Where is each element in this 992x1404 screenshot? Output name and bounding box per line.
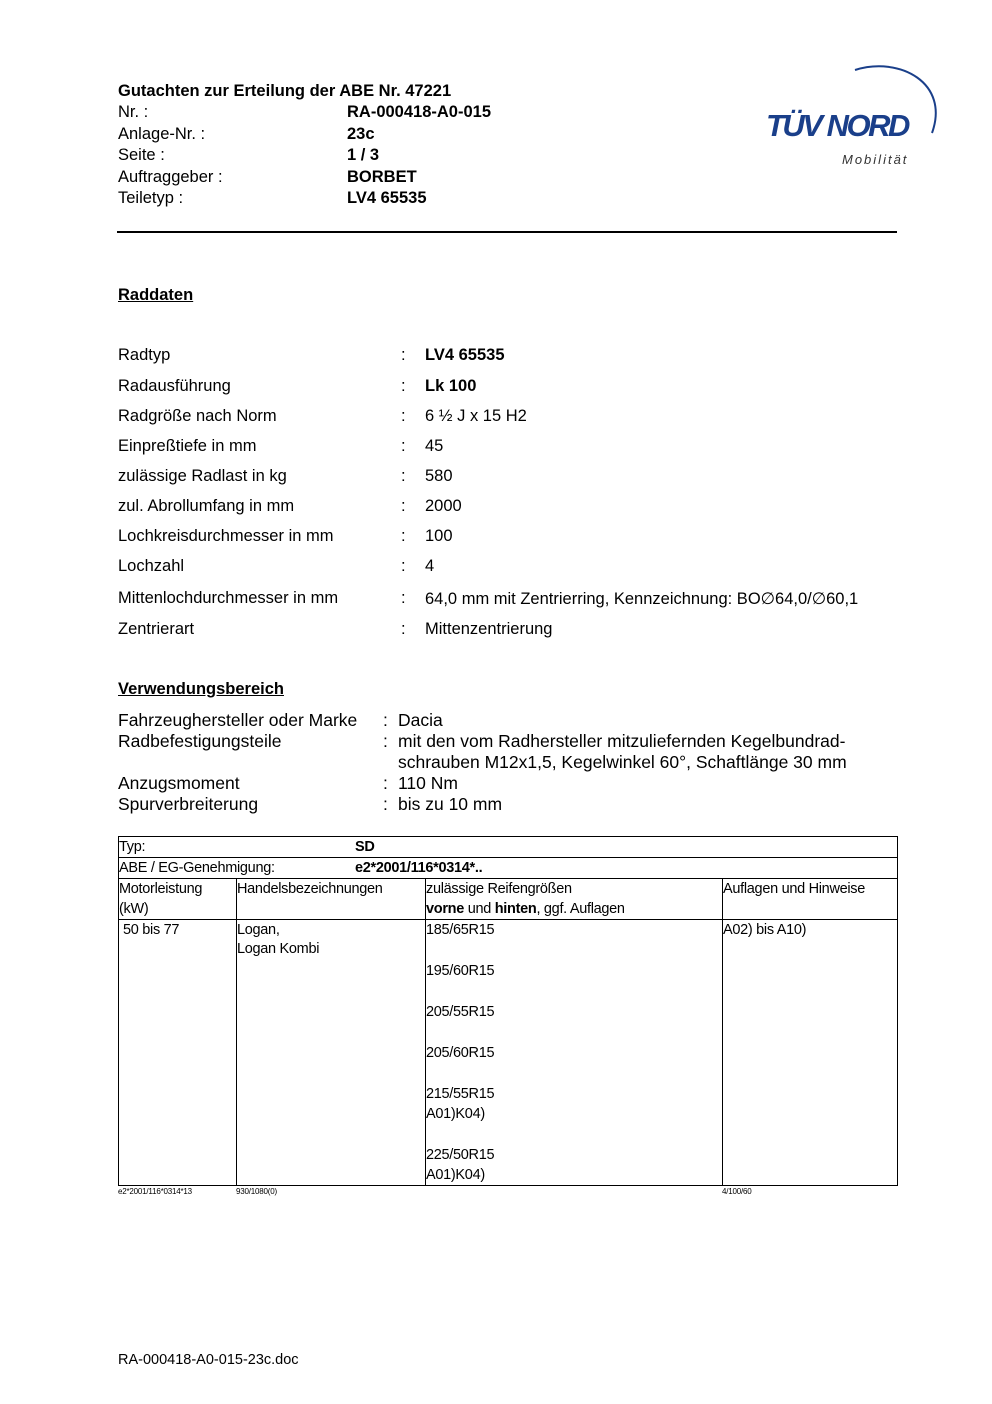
abe-value: e2*2001/116*0314*..: [355, 860, 483, 876]
col-header-vorne: vorne: [426, 901, 464, 917]
raddaten-value: 100: [425, 527, 453, 545]
colon: :: [401, 346, 406, 364]
raddaten-label: Mittenlochdurchmesser in mm: [118, 589, 339, 607]
colon: :: [401, 437, 406, 455]
typ-label: Typ:: [119, 839, 146, 855]
col-header-auflagen: , ggf. Auflagen: [536, 901, 625, 917]
tyre-auflage: A01)K04): [426, 1106, 485, 1122]
tyre-size: 185/65R15: [426, 922, 495, 938]
raddaten-value: Mittenzentrierung: [425, 620, 553, 638]
header-label-auftraggeber: Auftraggeber :: [118, 168, 223, 186]
raddaten-value: LV4 65535: [425, 346, 505, 364]
logo-subtitle: Mobilität: [842, 152, 909, 167]
raddaten-value: 580: [425, 467, 453, 485]
colon: :: [383, 794, 388, 814]
header-divider: [117, 231, 897, 233]
raddaten-label: Lochkreisdurchmesser in mm: [118, 527, 334, 545]
raddaten-value: 2000: [425, 497, 462, 515]
colon: :: [401, 497, 406, 515]
notes-cell: A02) bis A10): [723, 922, 807, 938]
verwendung-label: Spurverbreiterung: [118, 794, 259, 814]
header-label-nr: Nr. :: [118, 103, 149, 121]
raddaten-value: 4: [425, 557, 435, 575]
header-value-auftraggeber: BORBET: [347, 168, 417, 186]
header-value-anlage: 23c: [347, 125, 375, 143]
power-cell: 50 bis 77: [123, 922, 180, 938]
header-value-seite: 1 / 3: [347, 146, 380, 164]
col-header-hinten: hinten: [494, 901, 537, 917]
col-header-und: und: [464, 901, 495, 917]
verwendung-value: mit den vom Radhersteller mitzuliefernden Kegelbundrad-: [398, 731, 846, 751]
col-header-hinweise: Auflagen und Hinweise: [723, 881, 866, 897]
verwendung-value: 110 Nm: [398, 773, 458, 793]
verwendung-value: Dacia: [398, 710, 443, 730]
tyre-size: 215/55R15: [426, 1086, 495, 1102]
raddaten-heading: Raddaten: [118, 286, 194, 304]
names-cell-2: Logan Kombi: [237, 941, 320, 957]
tyre-size: 225/50R15: [426, 1147, 495, 1163]
page-footer-filename: RA-000418-A0-015-23c.doc: [118, 1352, 299, 1368]
colon: :: [383, 710, 388, 730]
raddaten-label: Radtyp: [118, 346, 171, 364]
colon: :: [383, 731, 388, 751]
tyre-size: 205/55R15: [426, 1004, 495, 1020]
names-cell-1: Logan,: [237, 922, 280, 938]
raddaten-value: 64,0 mm mit Zentrierring, Kennzeichnung: BO∅64,0/∅60,1: [425, 590, 859, 608]
abe-label: ABE / EG-Genehmigung:: [119, 860, 275, 876]
raddaten-label: zulässige Radlast in kg: [118, 467, 287, 485]
header-value-nr: RA-000418-A0-015: [347, 103, 491, 121]
logo-brand: TÜV NORD: [766, 108, 908, 143]
col-header-motorleistung-unit: (kW): [119, 901, 149, 917]
verwendung-value-continued: schrauben M12x1,5, Kegelwinkel 60°, Schaftlänge 30 mm: [398, 752, 847, 772]
colon: :: [383, 773, 388, 793]
document-title: Gutachten zur Erteilung der ABE Nr. 47221: [118, 82, 452, 100]
verwendung-value: bis zu 10 mm: [398, 794, 503, 814]
verwendung-heading: Verwendungsbereich: [118, 680, 284, 698]
header-value-teiletyp: LV4 65535: [347, 189, 427, 207]
raddaten-label: Radausführung: [118, 377, 231, 395]
raddaten-label: zul. Abrollumfang in mm: [118, 497, 295, 515]
raddaten-label: Einpreßtiefe in mm: [118, 437, 257, 455]
table-footer-abe: e2*2001/116*0314*13: [118, 1187, 192, 1196]
tyre-size: 195/60R15: [426, 963, 495, 979]
colon: :: [401, 589, 406, 607]
colon: :: [401, 407, 406, 425]
verwendung-label: Anzugsmoment: [118, 773, 240, 793]
header-label-teiletyp: Teiletyp :: [118, 189, 184, 207]
verwendung-label: Fahrzeughersteller oder Marke: [118, 710, 358, 730]
raddaten-label: Lochzahl: [118, 557, 185, 575]
raddaten-label: Radgröße nach Norm: [118, 407, 277, 425]
colon: :: [401, 377, 406, 395]
table-footer-code: 930/1080(0): [236, 1187, 277, 1196]
header-label-anlage: Anlage-Nr. :: [118, 125, 206, 143]
tyre-table: [118, 836, 898, 1186]
raddaten-value: 6 ½ J x 15 H2: [425, 407, 527, 425]
raddaten-label: Zentrierart: [118, 620, 195, 638]
tyre-size: 205/60R15: [426, 1045, 495, 1061]
colon: :: [401, 467, 406, 485]
header-label-seite: Seite :: [118, 146, 165, 164]
typ-value: SD: [355, 839, 375, 855]
raddaten-value: 45: [425, 437, 444, 455]
colon: :: [401, 527, 406, 545]
colon: :: [401, 620, 406, 638]
table-footer-lk: 4/100/60: [722, 1187, 752, 1196]
tuv-nord-logo: [760, 58, 945, 173]
col-header-reifengroessen-sub: [426, 899, 625, 919]
verwendung-label: Radbefestigungsteile: [118, 731, 282, 751]
colon: :: [401, 557, 406, 575]
tyre-auflage: A01)K04): [426, 1167, 485, 1183]
col-header-handelsbezeichnungen: Handelsbezeichnungen: [237, 881, 383, 897]
raddaten-value: Lk 100: [425, 377, 477, 395]
col-header-motorleistung: Motorleistung: [119, 881, 203, 897]
col-header-reifengroessen: zulässige Reifengrößen: [426, 881, 572, 897]
